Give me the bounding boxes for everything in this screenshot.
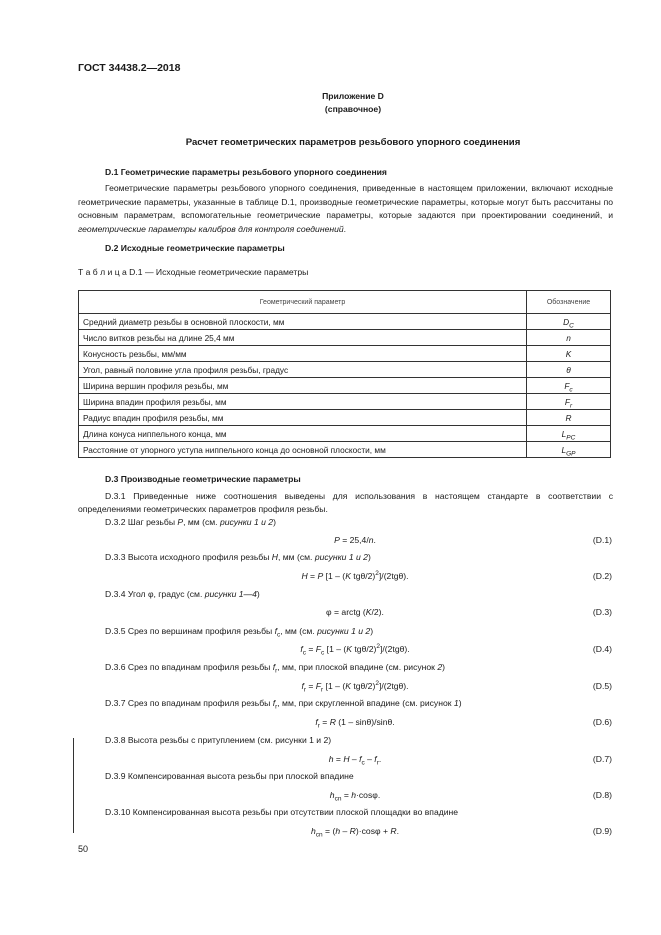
- text-segment: D.3.4 Угол φ, градус (см.: [105, 589, 205, 599]
- formula-number: (D.5): [592, 681, 612, 691]
- text-segment: /2).: [371, 607, 384, 617]
- formula: [300, 535, 410, 545]
- text-segment: K: [346, 644, 353, 654]
- text-segment: =: [306, 644, 316, 654]
- table-row: [79, 314, 611, 330]
- text-segment: H: [271, 552, 278, 562]
- text-segment: f: [272, 698, 276, 708]
- text-segment: P: [177, 517, 184, 527]
- text-segment: , мм (см.: [183, 517, 220, 527]
- formula-number: (D.7): [592, 754, 612, 764]
- text-segment: h: [311, 826, 316, 836]
- symbol-subscript: r: [569, 402, 573, 410]
- text-segment: , мм, при скругленной впадине (см. рисунок: [277, 698, 454, 708]
- parameter-cell: Конусность резьбы, мм/мм: [79, 346, 527, 362]
- parameter-cell: Средний диаметр резьбы в основной плоскости, мм: [79, 314, 527, 330]
- table-row: [79, 378, 611, 394]
- text-segment: ]/(2tgθ).: [380, 644, 410, 654]
- table-row: [79, 346, 611, 362]
- parameter-cell: Число витков резьбы на длине 25,4 мм: [79, 330, 527, 346]
- text-segment: 2: [376, 643, 381, 651]
- symbol-cell: [527, 330, 611, 346]
- text-segment: c: [277, 631, 281, 639]
- formula: [300, 643, 410, 657]
- clause-text: [105, 662, 445, 675]
- formula-number: (D.1): [592, 535, 612, 545]
- text-segment: φ = arctg (: [326, 607, 366, 617]
- formula-number: (D.2): [592, 571, 612, 581]
- symbol-cell: [527, 442, 611, 458]
- formula-number: (D.4): [592, 644, 612, 654]
- text-segment: , мм, при плоской впадине (см. рисунок: [277, 662, 438, 672]
- text-segment: h: [328, 754, 334, 764]
- symbol-cell: [527, 394, 611, 410]
- clause-text: [105, 626, 374, 639]
- text-segment: ]/(2tgθ).: [378, 681, 409, 691]
- symbol-subscript: C: [569, 322, 574, 330]
- text-segment: D.3.7 Срез по впадинам профиля резьбы: [105, 698, 273, 708]
- symbol: L: [561, 428, 567, 439]
- text-segment: D.3.9 Компенсированная высота резьбы при плоской впадине: [105, 771, 354, 781]
- clause-text: [105, 771, 354, 781]
- table-caption: Т а б л и ц а D.1 — Исходные геометрические параметры: [78, 267, 309, 277]
- text-segment: r: [321, 686, 324, 694]
- text-segment: R: [349, 826, 356, 836]
- formula: [300, 754, 410, 767]
- symbol: F: [564, 396, 570, 407]
- symbol-subscript: PC: [566, 434, 576, 442]
- symbol-subscript: GP: [566, 450, 576, 458]
- text-segment: ): [370, 626, 374, 636]
- text-segment: рисунки 1 и 2: [317, 626, 371, 636]
- text-segment: 2: [375, 570, 379, 578]
- text-segment: , мм (см.: [280, 626, 318, 636]
- text-segment: D.3.10 Компенсированная высота резьбы при отсутствии плоской площадки во впадине: [105, 807, 459, 817]
- text-segment: рисунки 1—4: [204, 589, 257, 599]
- text-segment: ): [273, 517, 276, 527]
- section-d1-paragraph: [78, 182, 613, 236]
- page-number: 50: [78, 844, 89, 854]
- text-segment: = 25,4/: [339, 535, 369, 545]
- text-segment: ]/(2tgθ).: [378, 571, 409, 581]
- table-row: [79, 442, 611, 458]
- clause-text: [105, 517, 276, 527]
- section-d2-heading: D.2 Исходные геометрические параметры: [105, 243, 285, 253]
- text-segment: , мм (см.: [278, 552, 315, 562]
- text-segment: D.3.6 Срез по впадинам профиля резьбы: [105, 662, 273, 672]
- text-segment: =: [319, 717, 330, 727]
- text-segment: =: [307, 571, 318, 581]
- text-segment: –: [349, 754, 360, 764]
- text-segment: n: [368, 535, 374, 545]
- text-segment: [1 – (: [324, 644, 347, 654]
- text-segment: f: [301, 681, 304, 691]
- parameter-cell: Ширина впадин профиля резьбы, мм: [79, 394, 527, 410]
- column-header-symbol: Обозначение: [527, 291, 611, 314]
- document-code: ГОСТ 34438.2—2018: [78, 62, 181, 74]
- text-segment: h: [329, 790, 335, 800]
- text-segment: f: [300, 644, 303, 654]
- clause-text: [105, 589, 260, 599]
- text-segment: ): [442, 662, 445, 672]
- symbol-cell: [527, 410, 611, 426]
- text-segment: рисунки 1 и 2: [219, 517, 274, 527]
- text-segment: r: [376, 759, 379, 767]
- formula-number: (D.6): [592, 717, 612, 727]
- column-header-parameter: Геометрический параметр: [79, 291, 527, 314]
- formula: [300, 790, 410, 803]
- symbol: K: [565, 348, 572, 359]
- symbol: θ: [566, 364, 571, 375]
- text-segment: =: [341, 790, 352, 800]
- text-segment: = (: [322, 826, 336, 836]
- text-segment: P: [334, 535, 340, 545]
- text-segment: .: [373, 535, 376, 545]
- text-segment: f: [274, 626, 277, 636]
- clause-text: [105, 552, 371, 562]
- change-bar: [73, 738, 74, 833]
- text-segment: R: [329, 717, 336, 727]
- text-segment: c: [321, 649, 325, 657]
- symbol-cell: [527, 362, 611, 378]
- text-segment: f: [272, 662, 276, 672]
- parameter-cell: Ширина вершин профиля резьбы, мм: [79, 378, 527, 394]
- text-segment: =: [306, 681, 316, 691]
- text-segment: cn: [334, 795, 342, 803]
- text-segment: H: [343, 754, 350, 764]
- symbol: L: [561, 444, 567, 455]
- text-segment: F: [315, 681, 322, 691]
- parameters-table: [78, 290, 611, 458]
- formula: [300, 826, 410, 839]
- text-segment: tgθ/2): [352, 644, 377, 654]
- text-segment: [1 – (: [323, 681, 346, 691]
- text-segment: ): [367, 552, 371, 562]
- text-segment: cn: [315, 831, 323, 839]
- table-row: [79, 330, 611, 346]
- text-segment: K: [345, 681, 351, 691]
- table-row: [79, 410, 611, 426]
- text-segment: D.3.3 Высота исходного профиля резьбы: [105, 552, 272, 562]
- symbol-cell: [527, 426, 611, 442]
- text-segment: [1 – (: [323, 571, 346, 581]
- text-segment: r: [317, 722, 320, 730]
- text-segment: .: [378, 754, 382, 764]
- text-segment: .: [396, 826, 399, 836]
- symbol-cell: [527, 314, 611, 330]
- text-segment: D.3.2 Шаг резьбы: [105, 517, 178, 527]
- parameter-cell: Угол, равный половине угла профиля резьбы, градус: [79, 362, 527, 378]
- text-segment: 2: [437, 662, 443, 672]
- text-segment: F: [315, 644, 322, 654]
- text-segment: Геометрические параметры резьбового упорного соединения, приведенные в настоящем приложении, включают исходные геометрические параметры, указанные в таблице D.1, производные геометрические параметры, которые могут быть рассчитаны по основным параметрам, вспомогательные геометрические параметры, которые задаются при проектировании соединений, и: [78, 183, 613, 220]
- text-segment: .: [343, 223, 347, 234]
- text-segment: c: [361, 759, 365, 767]
- symbol-cell: [527, 378, 611, 394]
- symbol-subscript: c: [569, 386, 573, 394]
- symbol-cell: [527, 346, 611, 362]
- text-segment: f: [315, 717, 318, 727]
- section-d3-heading: D.3 Производные геометрические параметры: [105, 474, 301, 484]
- text-segment: (1 – sinθ)/sinθ.: [335, 717, 395, 727]
- text-segment: f: [359, 754, 362, 764]
- text-segment: tgθ/2): [350, 681, 376, 691]
- text-segment: H: [301, 571, 308, 581]
- text-segment: )·cosφ +: [355, 826, 391, 836]
- text-segment: 1: [453, 698, 459, 708]
- clause-text: [105, 735, 331, 745]
- text-segment: r: [275, 703, 278, 711]
- table-row: [79, 362, 611, 378]
- formula-number: (D.9): [592, 826, 612, 836]
- formula: [300, 571, 410, 581]
- text-segment: tgθ/2): [350, 571, 376, 581]
- annex-title: Приложение D: [322, 91, 384, 101]
- text-segment: ): [256, 589, 260, 599]
- text-segment: K: [365, 607, 372, 617]
- parameter-cell: Длина конуса ниппельного конца, мм: [79, 426, 527, 442]
- clause-text: [105, 807, 458, 817]
- text-segment: h: [351, 790, 357, 800]
- clause-text: [105, 698, 462, 711]
- parameter-cell: Расстояние от упорного уступа ниппельного конца до основной плоскости, мм: [79, 442, 527, 458]
- table-row: [79, 394, 611, 410]
- parameter-cell: Радиус впадин профиля резьбы, мм: [79, 410, 527, 426]
- text-segment: c: [302, 649, 306, 657]
- text-segment: r: [303, 686, 306, 694]
- text-segment: геометрические параметры калибров для контроля соединений: [78, 223, 344, 234]
- symbol: F: [564, 380, 570, 391]
- text-segment: ·cosφ.: [356, 790, 381, 800]
- text-segment: рисунки 1 и 2: [314, 552, 368, 562]
- text-segment: r: [275, 667, 278, 675]
- text-segment: R: [390, 826, 397, 836]
- symbol: D: [563, 316, 570, 327]
- text-segment: –: [364, 754, 375, 764]
- text-segment: f: [374, 754, 377, 764]
- formula: [300, 717, 410, 730]
- text-segment: =: [333, 754, 344, 764]
- text-segment: ): [458, 698, 462, 708]
- formula-number: (D.8): [592, 790, 612, 800]
- text-segment: –: [340, 826, 350, 836]
- formula: [300, 607, 410, 617]
- annex-heading: Расчет геометрических параметров резьбового упорного соединения: [185, 137, 521, 148]
- section-d3-intro: D.3.1 Приведенные ниже соотношения выведены для использования в настоящем стандарте в соответствии с определениями геометрических параметров профиля резьбы.: [78, 491, 613, 514]
- section-d1-heading: D.1 Геометрические параметры резьбового упорного соединения: [105, 167, 387, 177]
- text-segment: D.3.5 Срез по вершинам профиля резьбы: [105, 626, 275, 636]
- symbol: R: [565, 412, 572, 423]
- text-segment: K: [345, 571, 351, 581]
- symbol: n: [566, 332, 571, 343]
- text-segment: 2: [375, 680, 379, 688]
- text-segment: P: [317, 571, 324, 581]
- text-segment: h: [335, 826, 341, 836]
- formula-number: (D.3): [592, 607, 612, 617]
- annex-note: (справочное): [324, 104, 382, 114]
- table-row: [79, 426, 611, 442]
- formula: [300, 680, 410, 694]
- text-segment: D.3.8 Высота резьбы с притуплением (см. рисунки 1 и 2): [105, 735, 332, 745]
